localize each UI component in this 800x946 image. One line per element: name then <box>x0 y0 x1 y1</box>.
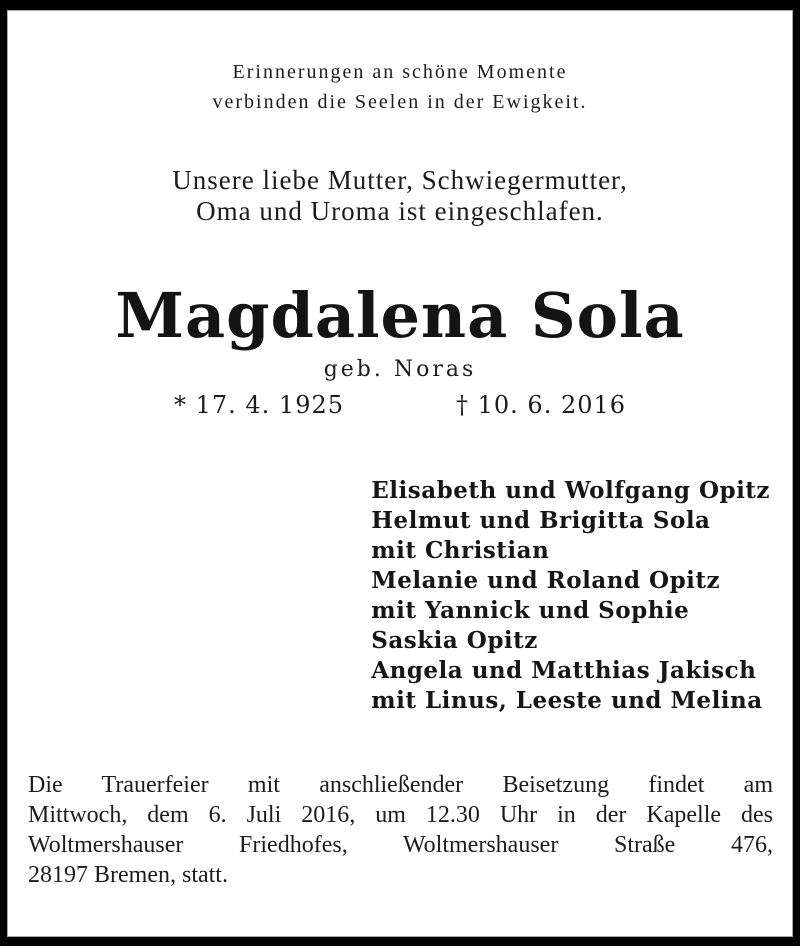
memorial-verse <box>8 57 792 117</box>
funeral-details-line: Die Trauerfeier mit anschließender Beisetzung findet am <box>28 772 773 798</box>
memorial-verse-line-2: verbinden die Seelen in der Ewigkeit. <box>212 91 588 113</box>
birth-date: * 17. 4. 1925 <box>173 391 344 419</box>
mourner-line: Helmut und Brigitta Sola <box>371 507 711 534</box>
deceased-name: Magdalena Sola <box>115 279 685 352</box>
mourner-line: Elisabeth und Wolfgang Opitz <box>371 477 770 504</box>
death-date: † 10. 6. 2016 <box>456 391 627 419</box>
obituary-frame <box>7 10 793 937</box>
funeral-details-line: Mittwoch, dem 6. Juli 2016, um 12.30 Uhr in der Kapelle des <box>28 802 773 828</box>
maiden-name: geb. Noras <box>323 357 477 382</box>
intro-text <box>8 165 792 227</box>
life-dates <box>8 390 792 420</box>
mourner-line: Saskia Opitz <box>371 627 538 654</box>
mourner-line: mit Christian <box>371 537 550 564</box>
mourner-line: Melanie und Roland Opitz <box>371 567 721 594</box>
mourners-list <box>371 476 770 716</box>
mourner-line: Angela und Matthias Jakisch <box>371 657 757 684</box>
mourner-line: mit Yannick und Sophie <box>371 597 690 624</box>
mourner-line: mit Linus, Leeste und Melina <box>371 687 763 714</box>
funeral-details <box>8 770 792 890</box>
intro-line-1: Unsere liebe Mutter, Schwiegermutter, <box>172 165 628 195</box>
memorial-verse-line-1: Erinnerungen an schöne Momente <box>232 61 568 83</box>
intro-line-2: Oma und Uroma ist eingeschlafen. <box>196 196 604 226</box>
funeral-details-line: 28197 Bremen, statt. <box>28 862 228 888</box>
funeral-details-line: Woltmershauser Friedhofes, Woltmershauser Straße 476, <box>28 832 773 858</box>
